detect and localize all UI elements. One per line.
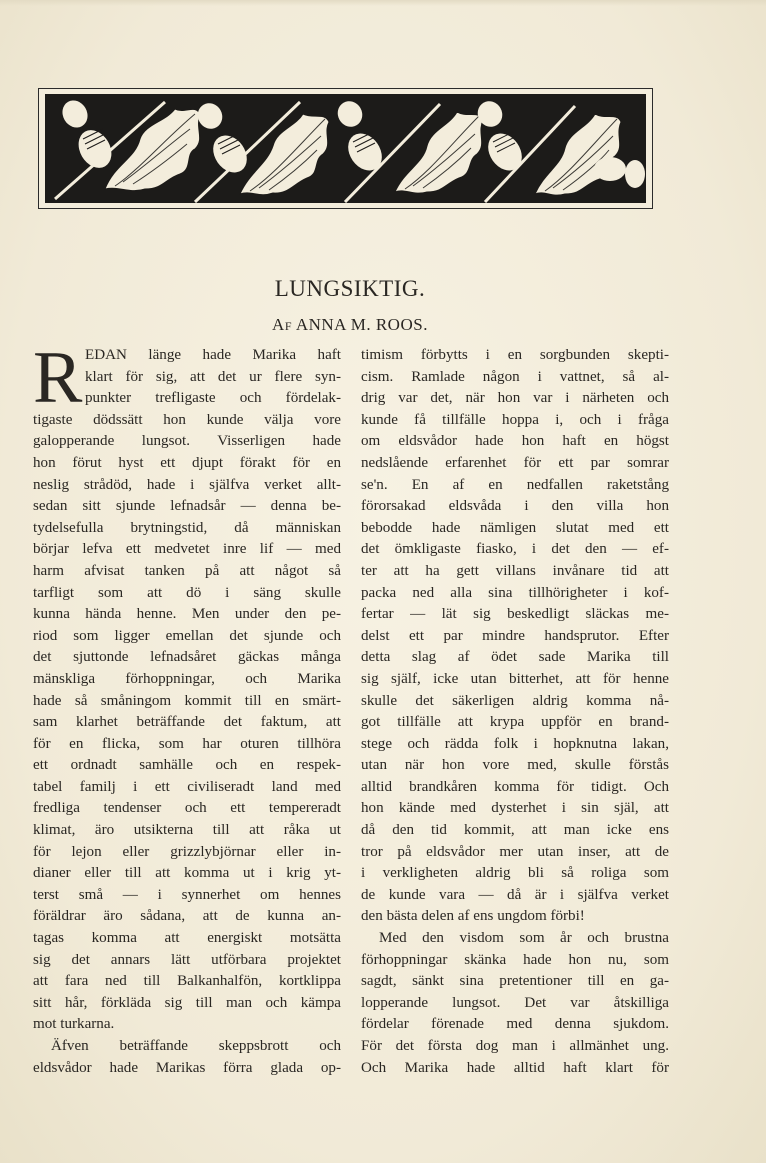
text-line: ter att ha gett villans invånare tid att — [361, 562, 669, 579]
text-line: fertar — lät sig beskedligt släckas me- — [361, 606, 669, 623]
text-line: förhoppningar skänka hade hon nu, som — [361, 951, 669, 968]
text-line: tarfligt som att dö i säng skulle — [33, 584, 341, 601]
oak-acorn-ornament-icon — [45, 94, 646, 203]
text-line: riod som ligger emellan det sjunde och — [33, 627, 341, 644]
text-line: Och Marika hade alltid haft klart för — [361, 1059, 669, 1076]
text-line: det ömkligaste fiasko, i det den — ef- — [361, 541, 669, 558]
text-line: de kunde vara — då är i själfva verket — [361, 886, 669, 903]
text-line: sig det annars lätt utförbara projektet — [33, 951, 341, 968]
text-line: sitt hår, förkläda sig till man och kämpa — [33, 994, 341, 1011]
text-line: eldsvådor hade Marikas förra glada op- — [33, 1059, 341, 1076]
text-line: harm afvisat tanken på att något så — [33, 562, 341, 579]
text-line: kunde få tillfälle hoppa i, och i fråga — [361, 411, 669, 428]
text-line: punkter trefligaste och fördelak- — [85, 390, 341, 407]
text-line: i verkligheten aldrig bli så roliga som — [361, 865, 669, 882]
text-line: då den tid kommit, att man icke ens — [361, 822, 669, 839]
text-line: mot turkarna. — [33, 1016, 115, 1033]
text-line: för lejon eller grizzlybjörnar eller in- — [33, 843, 341, 860]
text-line: detta slag af ödet sade Marika till — [361, 649, 669, 666]
text-line: tabel familj i ett civiliseradt land med — [33, 778, 341, 795]
text-line: tagas komma att energiskt motsätta — [33, 930, 341, 947]
text-line: den bästa delen af ens ungdom förbi! — [361, 908, 585, 925]
text-line: för en flicka, som har oturen tillhöra — [33, 735, 341, 752]
text-line: bebodde hade nämligen slutat med ett — [361, 519, 669, 536]
text-line: got tillfälle att krypa uppför en brand- — [361, 714, 669, 731]
text-line: hon kände med dysterhet i sin själ, att — [361, 800, 669, 817]
left-text-column — [33, 337, 341, 1079]
text-line: ett ordnadt samhälle och en respek- — [33, 757, 341, 774]
text-line: För det första dog man i allmänhet ung. — [361, 1038, 669, 1054]
drop-cap: R — [33, 337, 83, 419]
text-line: hade så småningom kommit till en smärt- — [33, 692, 341, 709]
text-line: nedslående erfarenhet för ett par somrar — [361, 454, 669, 471]
decorative-banner — [38, 88, 653, 209]
text-line: galopperande lungsot. Visserligen hade — [33, 433, 341, 450]
text-line: om eldsvådor hade hon haft en högst — [361, 433, 669, 450]
text-line: börjar lefva ett medvetet inre lif — med — [33, 541, 341, 558]
byline-prefix: Af — [272, 315, 292, 334]
text-line: klimat, äro utsikterna till att råka ut — [33, 822, 341, 839]
text-line: se'n. En af en nedfallen raketstång — [361, 476, 669, 493]
text-line: mänskliga förhoppningar, och Marika — [33, 670, 341, 687]
text-line: tydelsefulla brytningstid, då människan — [33, 519, 341, 536]
text-line: packa ned alla sina tillhörigheter i kof- — [361, 584, 669, 601]
text-line: neslig strådöd, hade i själfva verket allt- — [33, 476, 341, 493]
text-line: att fara ned till Balkanhalfön, kortklippa — [33, 973, 341, 990]
text-line: sagdt, sänkt sina pretentioner till en ga- — [361, 973, 669, 990]
text-line: fördelar förenade med denna sjukdom. — [361, 1016, 669, 1033]
text-line: terst små — i synnerhet om hennes — [33, 886, 341, 903]
byline-author: ANNA M. ROOS. — [295, 315, 428, 334]
text-line: fredliga tendenser och ett tempereradt — [33, 800, 341, 817]
text-line: stege och rädda folk i hopknutna lakan, — [361, 735, 669, 752]
text-line: skulle det säkerligen aldrig komma nå- — [361, 692, 669, 709]
text-line: lopperande lungsot. Det var åtskilliga — [361, 994, 669, 1011]
text-line: EDAN länge hade Marika haft — [85, 347, 341, 363]
text-line: utan när hon vore med, skulle förstås — [361, 757, 669, 774]
text-line: förorsakad eldsvåda i den villa hon — [361, 498, 669, 515]
text-line: Äfven beträffande skeppsbrott och — [51, 1038, 341, 1054]
text-line: cism. Ramlade någon i vattnet, så al- — [361, 368, 669, 385]
page-top-edge — [0, 0, 766, 6]
text-line: drig var det, när hon var i närheten och — [361, 390, 669, 407]
text-line: kunna hända henne. Men under den pe- — [33, 606, 341, 623]
text-line: det sjuttonde lefnadsåret gäckas många — [33, 649, 341, 666]
text-line: sam klarhet beträffande det faktum, att — [33, 714, 341, 731]
text-line: dianer eller till att komma ut i krig yt- — [33, 865, 341, 882]
text-line: sig själf, icke utan bitterhet, att för henne — [361, 670, 669, 687]
article-title: LUNGSIKTIG. — [274, 276, 426, 301]
text-line: delst ett par mindre handsprutor. Efter — [361, 627, 669, 644]
text-line: sedan sitt sjunde lefnadsår — denna be- — [33, 498, 341, 515]
text-line: hon förut hyst ett djupt förakt för en — [33, 454, 341, 471]
text-line: Med den visdom som år och brustna — [379, 930, 669, 947]
text-line: alltid brandkåren komma för tidigt. Och — [361, 778, 669, 795]
text-line: klart för sig, att det ur flere syn- — [85, 368, 341, 385]
text-line: tigaste dödssätt hon kunde välja vore — [33, 411, 341, 428]
article-byline — [0, 315, 700, 335]
right-text-column — [361, 345, 669, 1079]
text-line: föräldrar äro sådana, att de kunna an- — [33, 908, 341, 925]
text-line: tror på eldsvådor mer utan inser, att de — [361, 843, 669, 860]
text-line: timism förbytts i en sorgbunden skepti- — [361, 347, 669, 363]
